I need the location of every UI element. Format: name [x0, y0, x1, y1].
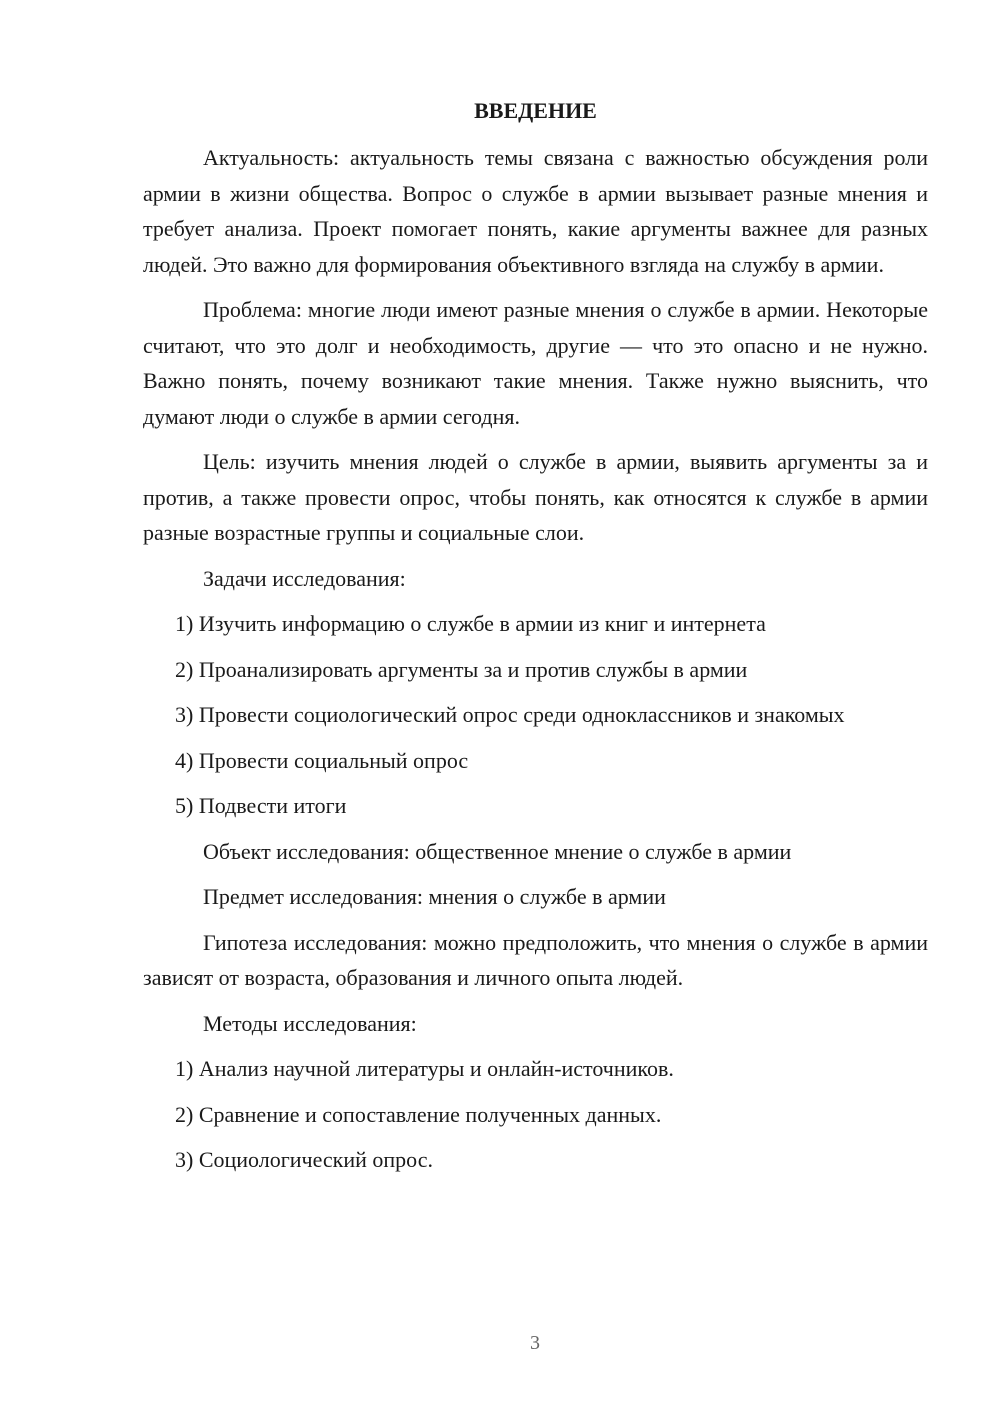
- method-item-1: 1) Анализ научной литературы и онлайн-источников.: [175, 1056, 674, 1081]
- task-item-5: 5) Подвести итоги: [175, 793, 347, 818]
- research-object: Объект исследования: общественное мнение о службе в армии: [203, 838, 792, 864]
- task-item-3: 3) Провести социологический опрос среди одноклассников и знакомых: [175, 702, 845, 727]
- hypothesis-paragraph: Гипотеза исследования: можно предположить, что мнения о службе в армии зависят от возраста, образования и личного опыта людей.: [143, 929, 928, 990]
- research-subject: Предмет исследования: мнения о службе в армии: [203, 884, 666, 909]
- problem-paragraph: Проблема: многие люди имеют разные мнения о службе в армии. Некоторые считают, что это долг и необходимость, другие — что это опасно и не нужно. Важно понять, почему возникают такие мнения. Также нужно выяснить, что думают люди о службе в армии сегодня.: [143, 297, 928, 429]
- relevance-paragraph: Актуальность: актуальность темы связана с важностью обсуждения роли армии в жизни общества. Вопрос о службе в армии вызывает разные мнения и требует анализа. Проект помогает понять, какие аргументы важнее для разных людей. Это важно для формирования объективного взгляда на службу в армии.: [143, 145, 928, 277]
- methods-heading: Методы исследования:: [203, 1010, 417, 1036]
- method-item-3: 3) Социологический опрос.: [175, 1147, 433, 1172]
- task-item-1: 1) Изучить информацию о службе в армии из книг и интернета: [175, 611, 766, 636]
- tasks-heading: Задачи исследования:: [203, 565, 406, 591]
- method-item-2: 2) Сравнение и сопоставление полученных данных.: [175, 1101, 662, 1127]
- goal-paragraph: Цель: изучить мнения людей о службе в армии, выявить аргументы за и против, а также провести опрос, чтобы понять, как относятся к службе в армии разные возрастные группы и социальные слои.: [143, 449, 928, 545]
- task-item-2: 2) Проанализировать аргументы за и против службы в армии: [175, 656, 748, 682]
- document-page: [143, 96, 928, 1188]
- task-item-4: 4) Провести социальный опрос: [175, 747, 469, 773]
- page-number: 3: [530, 1332, 540, 1354]
- page-title: ВВЕДЕНИЕ: [474, 98, 597, 123]
